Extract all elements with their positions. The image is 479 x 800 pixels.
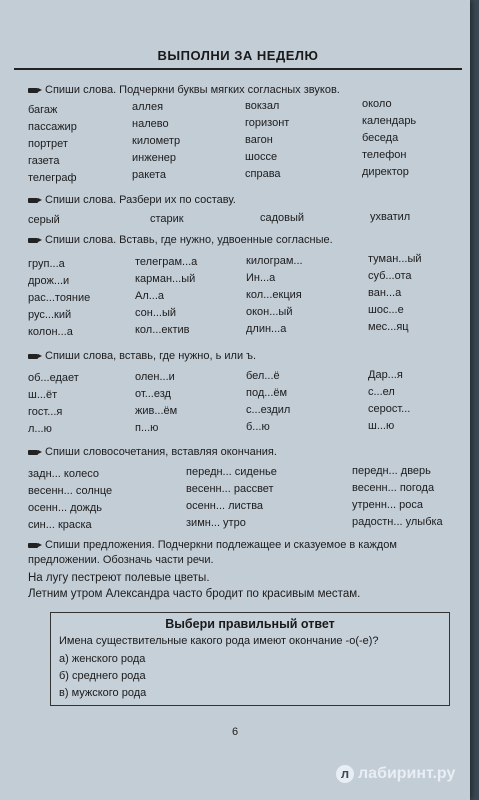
word: ш...ю [368,420,395,432]
phrase: весенн... рассвет [186,483,274,495]
word: Ин...а [246,272,276,284]
word: ухватил [370,211,411,223]
word: садовый [260,212,305,224]
word: беседа [362,132,399,144]
sentence: На лугу пестреют полевые цветы. [28,572,210,584]
pencil-icon [28,87,42,94]
word: телефон [362,149,407,161]
pencil-icon [28,197,42,204]
word: ван...а [368,287,402,299]
word: с...ездил [246,404,291,416]
phrase: весенн... солнце [28,485,113,497]
word: вагон [245,134,273,146]
choice-option-b: б) среднего рода [59,670,146,682]
word: длин...а [246,323,287,335]
word: мес...яц [368,321,409,333]
word: инженер [132,152,177,164]
exercise-1-instruction: Спиши слова. Подчеркни буквы мягких согласных звуков. [28,84,340,96]
word: серост... [368,403,411,415]
exercise-6-instruction: Спиши предложения. Подчеркни подлежащее и сказуемое в каждом предложении. Обозначь части речи. [28,539,397,566]
word: гост...я [28,406,63,418]
word: телеграм...а [135,256,198,268]
word: олен...и [135,371,175,383]
choice-option-a: а) женского рода [59,653,146,665]
word: груп...а [28,258,65,270]
word: суб...ота [368,270,412,282]
phrase: зимн... утро [186,517,246,529]
word: пассажир [28,121,77,133]
word: шоссе [245,151,278,163]
word: телеграф [28,172,77,184]
word: ракета [132,169,166,181]
word: л...ю [28,423,52,435]
word: дрож...и [28,275,70,287]
phrase: передн... дверь [352,465,431,477]
word: километр [132,135,181,147]
word: ш...ёт [28,389,58,401]
word: окон...ый [246,306,293,318]
word: Дар...я [368,369,403,381]
exercise-3-instruction: Спиши слова. Вставь, где нужно, удвоенные согласные. [28,234,333,246]
page-title: ВЫПОЛНИ ЗА НЕДЕЛЮ [157,48,319,63]
phrase: утренн... роса [352,499,424,511]
word: вокзал [245,100,280,112]
word: колон...а [28,326,73,338]
page-number: 6 [231,726,239,738]
pencil-icon [28,353,42,360]
phrase: осенн... дождь [28,502,103,514]
choice-question: Имена существительные какого рода имеют окончание -о(-е)? [59,635,379,647]
choice-option-c: в) мужского рода [59,687,147,699]
word: об...едает [28,372,79,384]
exercise-5-instruction: Спиши словосочетания, вставляя окончания. [28,446,277,458]
word: Ал...а [135,290,165,302]
word: горизонт [245,117,290,129]
word: газета [28,155,60,167]
phrase: радостн... улыбка [352,516,443,528]
phrase: син... краска [28,519,92,531]
word: п...ю [135,422,159,434]
pencil-icon [28,542,42,549]
exercise-2-instruction: Спиши слова. Разбери их по составу. [28,194,236,206]
word: старик [150,213,184,225]
word: календарь [362,115,417,127]
word: туман...ый [368,253,422,265]
word: директор [362,166,409,178]
word: шос...е [368,304,404,316]
pencil-icon [28,449,42,456]
word: кол...екция [246,289,302,301]
phrase: весенн... погода [352,482,435,494]
phrase: задн... колесо [28,468,99,480]
word: бел...ё [246,370,280,382]
page-header [14,48,462,70]
word: килограм... [246,255,303,267]
word: портрет [28,138,68,150]
choice-title: Выбери правильный ответ [165,617,335,631]
word: с...ел [368,386,395,398]
word: карман...ый [135,273,196,285]
labyrinth-logo-icon: л [336,765,354,783]
word: справа [245,168,281,180]
word: серый [28,214,60,226]
word: под...ём [246,387,288,399]
word: сон...ый [135,307,177,319]
word: б...ю [246,421,270,433]
word: налево [132,118,169,130]
phrase: передн... сиденье [186,466,277,478]
word: жив...ём [135,405,178,417]
pencil-icon [28,237,42,244]
word: кол...ектив [135,324,190,336]
watermark: л лабиринт.ру [336,765,455,783]
word: багаж [28,104,58,116]
word: рас...тояние [28,292,91,304]
sentence: Летним утром Александра часто бродит по красивым местам. [28,588,361,600]
phrase: осенн... листва [186,500,264,512]
word: рус...кий [28,309,72,321]
word: аллея [132,101,164,113]
word: от...езд [135,388,171,400]
word: около [362,98,392,110]
exercise-4-instruction: Спиши слова, вставь, где нужно, ь или ъ. [28,350,256,362]
answer-choice-box [50,612,450,706]
